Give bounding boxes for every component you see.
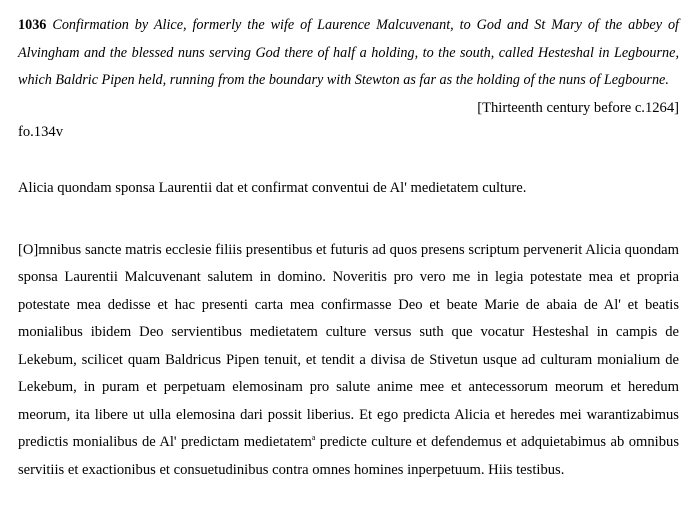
folio-reference: fo.134v (18, 123, 63, 140)
charter-text-part-1: [O]mnibus sancte matris ecclesie filiis presentibus et futuris ad quos presens scriptum pervenerit Alicia quondam sponsa Laurentii Malcuvenant salutem in domino. Noveritis pro vero me in legia potestate mea et propria potestate mea dedisse et hac presenti carta mea confirmasse Deo et beate Marie de abaia de Al' et beatis monialibus ibidem Deo servientibus medietatem culture versus suth que vocatur Hesteshal in campis de Lekebum, scilicet quam Baldricus Pipen tenuit, et tendit a divisa de Stivetun usque ad culturam monialium de Lekebum, in puram et perpetuam elemosinam pro salute anime mee et antecessorum meorum et heredum meorum, ita libere ut ulla elemosina dari possit liberius. Et ego predicta Alicia et heredes mei warantizabimus predictis monialibus de Al' predictam medietatem (18, 241, 679, 451)
document-number: 1036 (18, 17, 47, 33)
latin-summary: Alicia quondam sponsa Laurentii dat et confirmat conventui de Al' medietatem culture. (18, 179, 527, 196)
footnote-marker: a (311, 433, 316, 443)
charter-text (18, 237, 679, 485)
heading-summary: Confirmation by Alice, formerly the wife of Laurence Malcuvenant, to God and St Mary of the abbey of Alvingham and the blessed nuns serving God there of half a holding, to the south, called Hesteshal in Legbourne, which Baldric Pipen held, running from the boundary with Stewton as far as the holding of the nuns of Legbourne. (18, 17, 679, 89)
document-heading (18, 12, 679, 95)
charter-text-part-2: predicte culture et defendemus et adquietabimus ab omnibus servitiis et exactionibus et consuetudinibus contra omnes homines inperpetuum. Hiis testibus. (18, 434, 679, 478)
date-line: [Thirteenth century before c.1264] (477, 99, 679, 116)
